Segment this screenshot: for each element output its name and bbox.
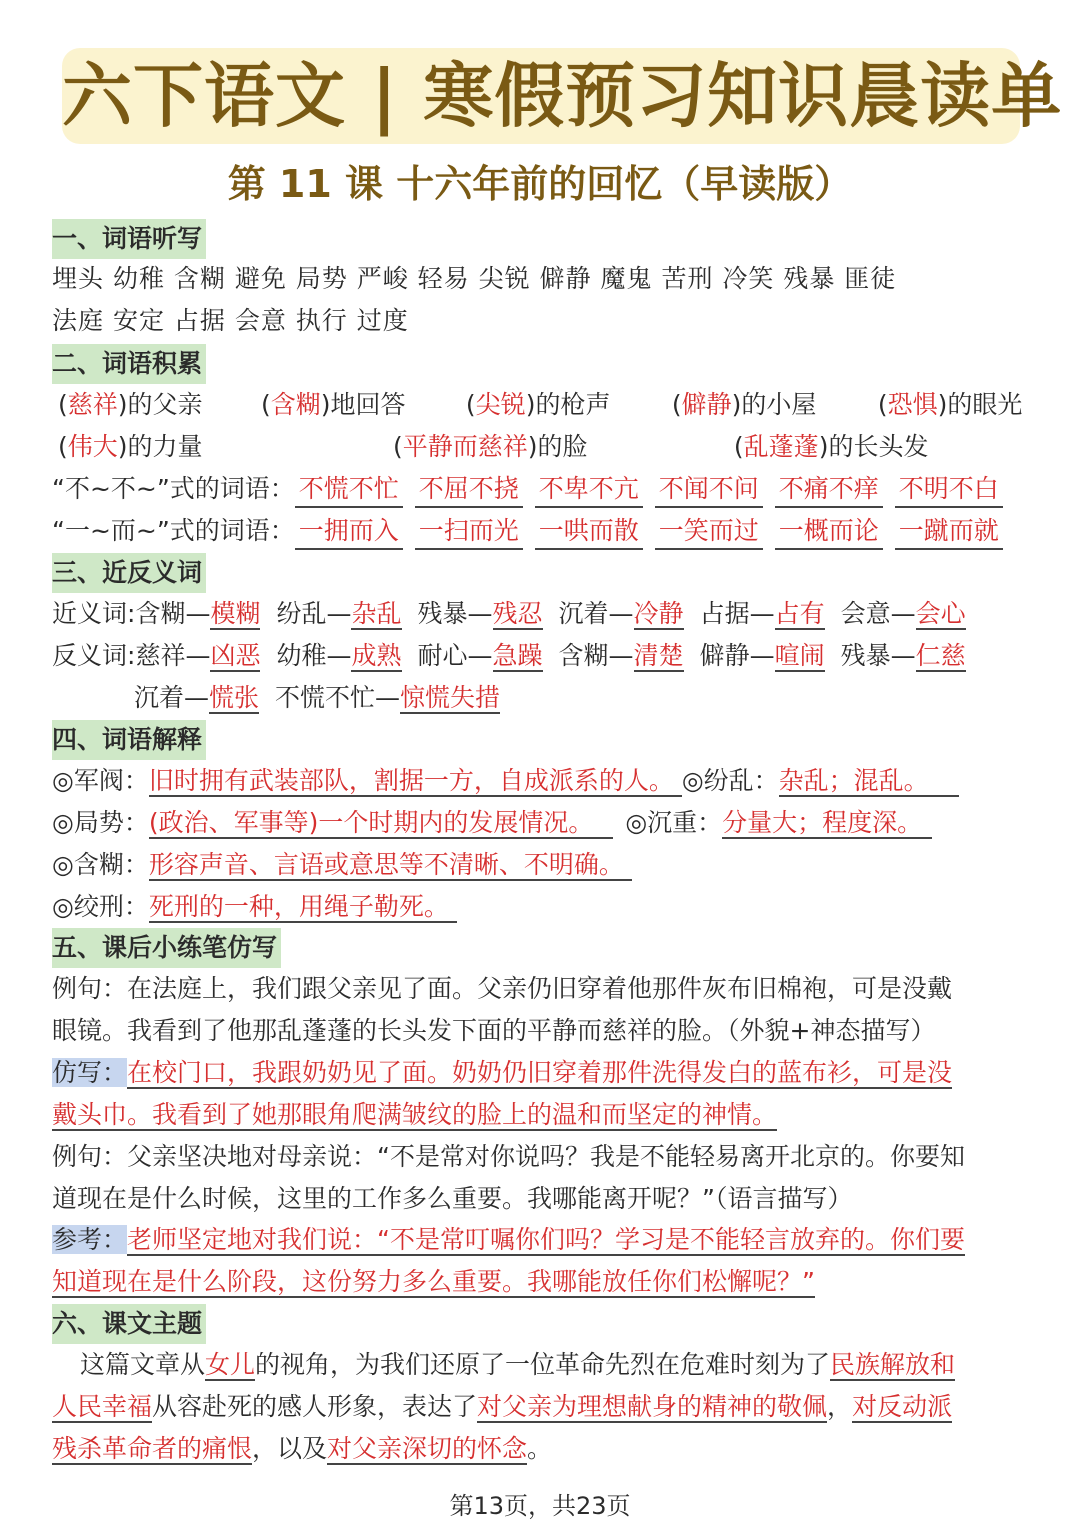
synonym-row: 近义词:含糊—模糊 纷乱—杂乱 残暴—残忍 沉着—冷静 占据—占有 会意—会心 — [52, 599, 966, 628]
term-definition: 形容声音、言语或意思等不清晰、不明确。 — [149, 850, 632, 881]
example-sentence-2-line-2: 道现在是什么时候，这里的工作多么重要。我哪能离开呢？”（语言描写） — [52, 1184, 853, 1213]
answer-word: 一扫而光 — [415, 514, 523, 550]
imitation-answer: 在校门口，我跟奶奶见了面。奶奶仍旧穿着那件洗得发白的蓝布衫，可是没 — [127, 1058, 953, 1087]
reference-tag: 参考： — [52, 1225, 128, 1254]
answer-word: 一哄而散 — [535, 514, 643, 550]
term-label: ◎军阀： — [52, 766, 149, 795]
phrase-item: (含糊)地回答 — [260, 390, 406, 419]
term-label: ◎含糊： — [52, 850, 149, 879]
antonym-label: 反义词: — [52, 641, 136, 670]
term-label: ◎沉重： — [625, 808, 723, 837]
theme-line-3: 残杀革命者的痛恨，以及对父亲深切的怀念。 — [52, 1434, 553, 1463]
reference-line-2 — [52, 1262, 815, 1302]
example-sentence-2-line-1: 例句：父亲坚决地对母亲说：“不是常对你说吗？我是不能轻易离开北京的。你要知 — [52, 1142, 965, 1171]
antonym-row-2: 沉着—慌张 不慌不忙—惊慌失措 — [134, 683, 501, 712]
explanation-row-4 — [52, 887, 457, 927]
imitation-line-1 — [52, 1053, 952, 1093]
antonym-row: 反义词:慈祥—凶恶 幼稚—成熟 耐心—急躁 含糊—清楚 僻静—喧闹 残暴—仁慈 — [52, 641, 966, 670]
yi-er-words — [52, 511, 1015, 551]
phrase-item: (乱蓬蓬)的长头发 — [733, 432, 929, 461]
yi-er-label: “一~而~”式的词语： — [52, 516, 295, 545]
term-definition: 分量大；程度深。 — [722, 808, 932, 839]
answer-word: 一蹴而就 — [895, 514, 1003, 550]
section-heading-practice: 五、课后小练笔仿写 — [52, 928, 281, 968]
term-label: ◎绞刑： — [52, 892, 149, 921]
example-sentence-1-line-1: 例句：在法庭上，我们跟父亲见了面。父亲仍旧穿着他那件灰布旧棉袍，可是没戴 — [52, 974, 953, 1003]
section-heading-accumulation: 二、词语积累 — [52, 344, 206, 384]
term-label: ◎局势： — [52, 808, 149, 837]
answer-word: 一概而论 — [775, 514, 883, 550]
term-definition: 死刑的一种，用绳子勒死。 — [149, 892, 457, 923]
page-number: 第13页，共23页 — [449, 1492, 631, 1520]
section-heading-dictation: 一、词语听写 — [52, 219, 206, 259]
page-title: 六下语文 | 寒假预习知识晨读单 — [62, 55, 1063, 137]
answer-word: 不闻不问 — [655, 472, 763, 508]
phrase-item: (恐惧)的眼光 — [877, 390, 1023, 419]
accumulation-row-1 — [58, 385, 1022, 425]
term-definition: 杂乱；混乱。 — [779, 766, 959, 797]
explanation-row-2 — [52, 803, 932, 843]
accumulation-row-2 — [58, 427, 928, 467]
synonym-label: 近义词: — [52, 599, 136, 628]
reference-line-1 — [52, 1220, 965, 1260]
dictation-line-1: 埋头 幼稚 含糊 避免 局势 严峻 轻易 尖锐 僻静 魔鬼 苦刑 冷笑 残暴 匪徒 — [52, 264, 897, 293]
phrase-item: (尖锐)的枪声 — [465, 390, 611, 419]
imitation-tag: 仿写： — [52, 1058, 128, 1087]
reference-answer: 老师坚定地对我们说：“不是常叮嘱你们吗？学习是不能轻言放弃的。你们要 — [127, 1225, 965, 1254]
term-definition: (政治、军事等)一个时期内的发展情况。 — [149, 808, 614, 839]
imitation-line-2 — [52, 1095, 777, 1135]
term-definition: 旧时拥有武装部队，割据一方，自成派系的人。 — [149, 766, 682, 797]
phrase-item: (平静而慈祥)的脸 — [392, 432, 588, 461]
answer-word: 不卑不亢 — [535, 472, 643, 508]
phrase-item: (僻静)的小屋 — [671, 390, 817, 419]
answer-word: 不屈不挠 — [415, 472, 523, 508]
example-sentence-1-line-2: 眼镜。我看到了他那乱蓬蓬的长头发下面的平静而慈祥的脸。（外貌+神态描写） — [52, 1016, 936, 1045]
answer-word: 一笑而过 — [655, 514, 763, 550]
answer-word: 不慌不忙 — [295, 472, 403, 508]
section-heading-theme: 六、课文主题 — [52, 1304, 206, 1344]
bu-bu-label: “不~不~”式的词语： — [52, 474, 295, 503]
term-label: ◎纷乱： — [681, 766, 779, 795]
section-heading-explanations: 四、词语解释 — [52, 720, 206, 760]
bu-bu-words — [52, 469, 1015, 509]
phrase-item: (伟大)的力量 — [58, 432, 203, 461]
section-heading-synonyms: 三、近反义词 — [52, 553, 206, 593]
theme-line-1: 这篇文章从女儿的视角，为我们还原了一位革命先烈在危难时刻为了民族解放和 — [80, 1350, 956, 1379]
reference-answer: 知道现在是什么阶段，这份努力多么重要。我哪能放任你们松懈呢？” — [52, 1267, 815, 1296]
explanation-row-3 — [52, 845, 632, 885]
imitation-answer: 戴头巾。我看到了她那眼角爬满皱纹的脸上的温和而坚定的神情。 — [52, 1100, 778, 1129]
lesson-subtitle: 第 11 课 十六年前的回忆（早读版） — [227, 162, 853, 206]
answer-word: 不明不白 — [895, 472, 1003, 508]
theme-line-2: 人民幸福从容赴死的感人形象，表达了对父亲为理想献身的精神的敬佩，对反动派 — [52, 1392, 953, 1421]
explanation-row-1 — [52, 761, 959, 801]
answer-word: 一拥而入 — [295, 514, 403, 550]
answer-word: 不痛不痒 — [775, 472, 883, 508]
dictation-line-2: 法庭 安定 占据 会意 执行 过度 — [52, 306, 409, 335]
phrase-item: (慈祥)的父亲 — [58, 390, 203, 419]
